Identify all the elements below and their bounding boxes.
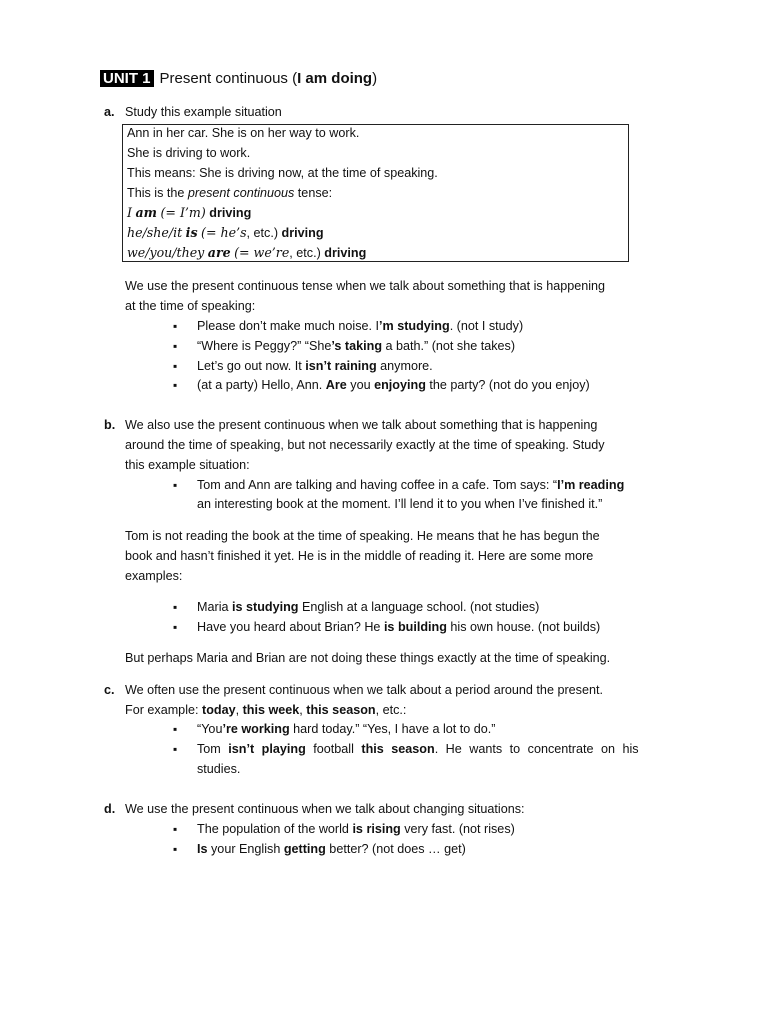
section-d-line-1: We use the present continuous when we talk about changing situations: <box>125 802 525 816</box>
box-line-4-prefix: This is the <box>127 186 188 200</box>
box-line-3: This means: She is driving now, at the time of speaking. <box>127 166 438 180</box>
form-2-verb: is <box>185 225 198 240</box>
list-item: ▪ Tom and Ann are talking and having coffee in a cafe. Tom says: “I’m reading <box>197 475 635 495</box>
section-b-para-line-3: this example situation: <box>125 458 250 472</box>
form-line-1 <box>127 203 251 223</box>
list-item-continuation: studies. <box>197 762 241 776</box>
section-a-intro: Study this example situation <box>125 105 282 119</box>
list-item: ▪ Tom isn’t playing football this season. He wants to concentrate on his <box>197 739 635 759</box>
form-2-etc: , etc.) <box>246 226 279 240</box>
title-suffix: ) <box>372 70 378 87</box>
form-3-verb: are <box>207 245 231 260</box>
list-item: ▪ “Where is Peggy?” “She’s taking a bath.” (not she takes) <box>197 336 635 356</box>
form-1-participle: driving <box>209 206 252 220</box>
unit-label: UNIT 1 <box>100 70 154 87</box>
list-item: ▪ Let’s go out now. It isn’t raining anymore. <box>197 356 635 376</box>
form-1-verb: am <box>135 205 157 220</box>
unit-title <box>100 68 377 90</box>
section-d-marker: d. <box>104 802 116 816</box>
box-line-4-italic: present continuous <box>187 186 295 200</box>
form-3-contraction: (= we’re <box>234 245 290 260</box>
section-a-para-line-1: We use the present continuous tense when we talk about something that is happening <box>125 279 606 293</box>
title-prefix: Present continuous ( <box>159 70 298 87</box>
box-line-2: She is driving to work. <box>127 146 251 160</box>
section-c-line-1: We often use the present continuous when we talk about a period around the present. <box>125 683 603 697</box>
box-line-1: Ann in her car. She is on her way to work. <box>127 126 360 140</box>
list-item: ▪ Please don’t make much noise. I’m studying. (not I study) <box>197 316 635 336</box>
form-1-subject: I <box>127 205 132 220</box>
box-line-4 <box>127 183 332 203</box>
form-3-participle: driving <box>324 246 367 260</box>
form-2-subject: he/she/it <box>127 225 183 240</box>
title-bold: I am doing <box>297 70 373 87</box>
box-line-4-suffix: tense: <box>294 186 333 200</box>
list-item: ▪ The population of the world is rising very fast. (not rises) <box>197 819 635 839</box>
example-box <box>122 124 629 262</box>
list-item: ▪ Is your English getting better? (not does … get) <box>197 839 635 859</box>
form-1-contraction: (= I’m) <box>160 205 206 220</box>
section-b-para2-line-1: Tom is not reading the book at the time of speaking. He means that he has begun the <box>125 529 600 543</box>
section-b-para-line-2: around the time of speaking, but not necessarily exactly at the time of speaking. Study <box>125 438 605 452</box>
form-2-contraction: (= he’s <box>201 225 247 240</box>
list-item: ▪ Maria is studying English at a language school. (not studies) <box>197 597 635 617</box>
list-item-continuation: an interesting book at the moment. I’ll lend it to you when I’ve finished it.” <box>197 497 603 511</box>
section-b-para2-line-2: book and hasn’t finished it yet. He is in the middle of reading it. Here are some more <box>125 549 594 563</box>
form-line-3 <box>127 243 366 263</box>
section-b-para-line-1: We also use the present continuous when we talk about something that is happening <box>125 418 598 432</box>
list-item: ▪ “You’re working hard today.” “Yes, I have a lot to do.” <box>197 719 635 739</box>
section-c-marker: c. <box>104 683 115 697</box>
section-c-line-2: For example: today, this week, this season, etc.: <box>125 703 407 717</box>
section-b-marker: b. <box>104 418 116 432</box>
form-3-etc: , etc.) <box>289 246 321 260</box>
section-a-marker: a. <box>104 105 115 119</box>
form-3-subject: we/you/they <box>127 245 205 260</box>
section-b-para2-line-3: examples: <box>125 569 183 583</box>
section-b-closing: But perhaps Maria and Brian are not doing these things exactly at the time of speaking. <box>125 651 611 665</box>
form-2-participle: driving <box>281 226 324 240</box>
section-a-para-line-2: at the time of speaking: <box>125 299 256 313</box>
list-item: ▪ (at a party) Hello, Ann. Are you enjoying the party? (not do you enjoy) <box>197 375 635 395</box>
list-item: ▪ Have you heard about Brian? He is building his own house. (not builds) <box>197 617 635 637</box>
form-line-2 <box>127 223 324 243</box>
